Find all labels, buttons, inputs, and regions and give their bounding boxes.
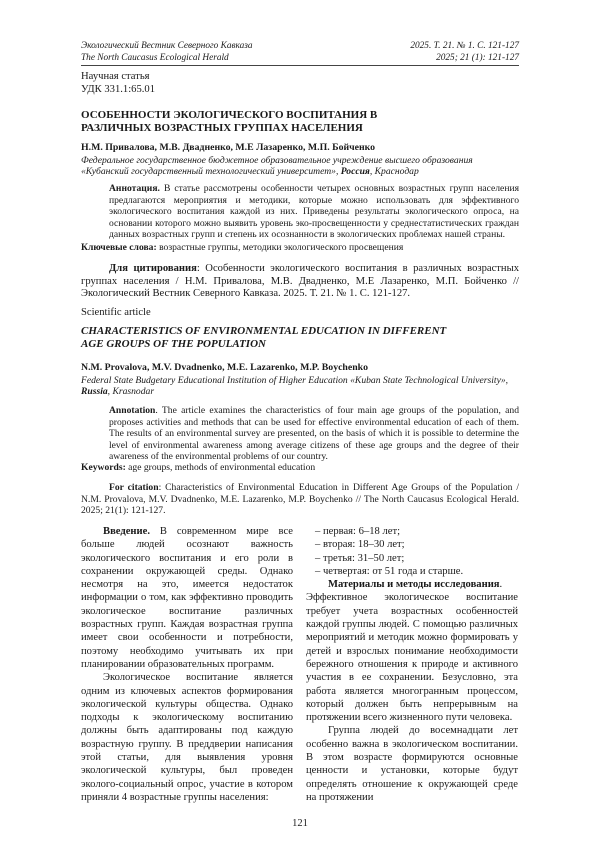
header-rule <box>81 65 519 66</box>
affiliation-ru-text: Федеральное государственное бюджетное образовательное учреждение высшего образования «Кубанский государственный технологический университет», <box>81 155 473 178</box>
citation-en: 2025; 21 (1): 121-127 <box>436 52 519 63</box>
list-item: – четвертая: от 51 года и старше. <box>315 565 464 577</box>
keywords-label-en: Keywords: <box>81 462 126 473</box>
body-column-right <box>306 525 518 804</box>
abstract-label-ru: Аннотация. <box>109 183 160 194</box>
abstract-text-en: . The article examines the characteristics of four main age groups of the population, and proposes activities and methods that can be used for effective environmental education of each of them. The results of an environmental survey are presented, on the basis of which it is possible to determine the level of environmental awareness among average citizens of these age groups and the degree of their awareness of the environmental problems of our country. <box>109 405 519 463</box>
methods-label: Материалы и методы исследования <box>328 579 500 591</box>
keywords-ru <box>81 242 519 254</box>
citation-block-ru <box>81 263 519 301</box>
age-group-list <box>306 525 518 578</box>
abstract-label-en: Annotation <box>109 405 156 416</box>
body-column-left <box>81 525 293 804</box>
citation-text-en: : Characteristics of Environmental Education in Different Age Groups of the Population / N.M. Provalova, M.V. Dvadnenko, M.E. Lazarenko, M.P. Boychenko // The North Caucasus Ecological Herald. 2025; 21(1): 121-127. <box>81 482 519 517</box>
affiliation-ru <box>81 155 519 178</box>
article-type-en: Scientific article <box>81 307 151 318</box>
citation-ru: 2025. Т. 21. № 1. С. 121-127 <box>410 41 519 51</box>
keywords-text-en: age groups, methods of environmental education <box>125 462 316 473</box>
body-paragraph-last: Группа людей до восемнадцати лет особенно важна в экологическом воспитании. В этом возрасте формируются основные ценности и установки, которые будут определять отношение к окружающей среде на протяжении <box>306 725 518 803</box>
udk-code: УДК 331.1:65.01 <box>81 84 155 95</box>
abstract-en <box>81 405 519 463</box>
journal-name-en: The North Caucasus Ecological Herald <box>81 52 229 63</box>
citation-label-ru: Для цитирования <box>109 263 197 274</box>
abstract-ru <box>81 183 519 241</box>
intro-text: В современном мире все больше людей осознают важность экологического воспитания и его роли в сохранении окружающей среды. Однако несмотря на это, имеется недостаток информации о том, как эффективно проводить экологическое воспитание различных возрастных групп. Каждая возрастная группа имеет свои особенности и потребности, поэтому необходимо учитывать их при планировании образовательных программ. <box>81 526 293 670</box>
page-number: 121 <box>292 818 308 829</box>
country-ru: Россия <box>340 166 370 178</box>
country-en: Russia <box>81 386 108 398</box>
list-item: – третья: 31–50 лет; <box>315 552 405 564</box>
journal-name-ru: Экологический Вестник Северного Кавказа <box>81 41 253 51</box>
citation-block-en <box>81 482 519 517</box>
methods-dot: . <box>499 579 503 591</box>
intro-paragraph <box>81 525 293 671</box>
keywords-text-ru: возрастные группы, методики экологического просвещения <box>156 242 404 253</box>
citation-text-ru: : Особенности экологического воспитания в различных возрастных группах населения / Н.М. Привалова, М.В. Двадненко, М.Е Лазаренко, М.П. Бойченко // Экологический Вестник Северного Кавказа. 2025. Т. 21. № 1. С. 121-127. <box>81 263 520 300</box>
affiliation-en <box>81 375 519 398</box>
methods-heading <box>306 578 518 591</box>
intro-label: Введение. <box>103 526 150 537</box>
affiliation-en-text: Federal State Budgetary Educational Institution of Higher Education «Kuban State Technological University», <box>81 375 509 386</box>
methods-paragraph: Эффективное экологическое воспитание требует учета возрастных особенностей каждой группы людей. С помощью различных мероприятий и методик можно формировать у детей и взрослых понимание необходимости бережного отношения к природе и активного участия в ее сохранении. Безусловно, эта работа является многогранным процессом, который должен быть непрерывным на протяжении всего жизненного пути человека. <box>306 592 518 724</box>
keywords-label-ru: Ключевые слова: <box>81 242 157 253</box>
city-ru: , Краснодар <box>369 166 419 178</box>
article-type-ru: Научная статья <box>81 71 150 82</box>
body-paragraph-2: Экологическое воспитание является одним из ключевых аспектов формирования экологической культуры общества. Однако подходы к экологическому воспитанию должны быть адаптированы под каждую возрастную группу. В преддверии написания этой статьи, для выявления уровня экологической культуры, был проведен эколого-социальный опрос, участие в котором приняли 4 возрастные группы населения: <box>81 672 293 803</box>
title-en: CHARACTERISTICS OF ENVIRONMENTAL EDUCATION IN DIFFERENT AGE GROUPS OF THE POPULATION <box>81 325 447 350</box>
list-item: – первая: 6–18 лет; <box>315 526 401 537</box>
authors-ru: Н.М. Привалова, М.В. Двадненко, М.Е Лазаренко, М.П. Бойченко <box>81 142 376 153</box>
list-item: – вторая: 18–30 лет; <box>315 539 405 551</box>
keywords-en <box>81 462 519 474</box>
city-en: , Krasnodar <box>107 386 155 398</box>
citation-label-en: For citation <box>109 482 159 493</box>
title-ru: ОСОБЕННОСТИ ЭКОЛОГИЧЕСКОГО ВОСПИТАНИЯ В РАЗЛИЧНЫХ ВОЗРАСТНЫХ ГРУППАХ НАСЕЛЕНИЯ <box>81 109 378 134</box>
authors-en: N.M. Provalova, M.V. Dvadnenko, M.E. Lazarenko, M.P. Boychenko <box>81 362 369 373</box>
abstract-text-ru: В статье рассмотрены особенности четырех основных возрастных групп населения предлагаются мероприятия и методики, которые можно использовать для эффективного экологического воспитания каждой из них. Приведены результаты экологического опроса, на основании которого можно выявить уровень эко-просвещенности у среднестатистических граждан данных возрастных групп и степень их осознанности в экологических проблемах нашей страны. <box>109 183 519 241</box>
